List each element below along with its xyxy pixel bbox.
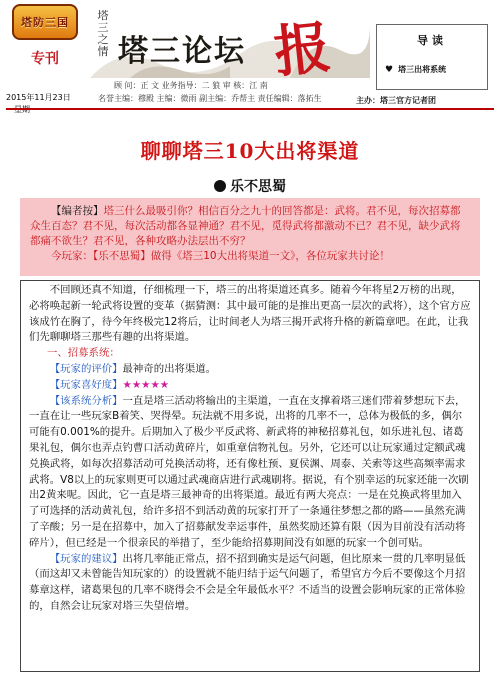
section-heading-recruit: 一、招募系统： bbox=[47, 347, 120, 360]
newspaper-title: 塔三论坛 bbox=[118, 34, 246, 69]
issue-weekday bbox=[14, 104, 82, 116]
editor-note-label: 【编者按】 bbox=[51, 205, 104, 217]
guide-box bbox=[376, 24, 488, 90]
player-advice bbox=[29, 552, 471, 615]
bullet-dot-icon bbox=[214, 180, 226, 192]
left-column bbox=[6, 4, 82, 104]
system-analysis bbox=[29, 394, 471, 552]
article-title: 聊聊塔三10大出将渠道 bbox=[140, 139, 360, 163]
star-rating-icon: ★★★★★ bbox=[122, 378, 170, 391]
special-edition-label: 专刊 bbox=[31, 51, 59, 67]
editor-note-line2: 今玩家：【乐不思蜀】做得《塔三10大出将渠道一文》，各位玩家共讨论！ bbox=[51, 250, 390, 262]
preference-label: 【玩家喜好度】 bbox=[49, 378, 123, 391]
header-divider bbox=[6, 108, 494, 110]
issue-date: 2015年11月23日 bbox=[6, 93, 71, 102]
advice-text: 出将几率能正常点，招不招到确实是运气问题，但比原来一贯的几率明显低（而这却又未曾能告知玩家的）的设置就不能归结于运气问题了，希望官方今后不要像这个月招募章这样，诸葛果包的几率不晓得会不会是全年最低水平？不适当的设置会影响玩家的正常体验的，自然会让玩家对塔三失望倍增。 bbox=[29, 552, 466, 612]
editor-note bbox=[20, 198, 480, 276]
author-name: 乐不思蜀 bbox=[230, 179, 286, 195]
player-preference bbox=[29, 378, 471, 394]
guide-title: 导读 bbox=[417, 34, 447, 47]
player-evaluation bbox=[29, 362, 471, 378]
host-line: 主办：塔三官方记者团 bbox=[356, 96, 436, 105]
evaluation-text: 最神奇的出将渠道。 bbox=[122, 362, 217, 375]
staff-line-1: 顾 问：正 文 业务指导：二 狼 审 核：江 南 bbox=[114, 81, 268, 90]
advice-label: 【玩家的建议】 bbox=[49, 552, 123, 565]
heart-icon: ♥ bbox=[385, 64, 394, 75]
analysis-text: 一直是塔三活动将输出的主渠道，一直在支撑着塔三迷们带着梦想玩下去，一直在让一些玩家B着笑、哭得晕。玩法就不用多说，出将的几率不一，总体为极低的多，偶尔可能有0.001%的提升。后期加入了极少平反武将、新武将的神秘招募礼包，如乐进礼包、诸葛果礼包，偶尔也弄点钓曹口活动黄碎片，如重章信物礼包。另外，它还可以让玩家通过定额武魂兑换武将，如每次招募活动可兑换活动将，还有像杜预、夏侯渊、周泰、关索等这些高频率需求武将。V8以上的玩家则更可以通过武魂商店进行武魂刷将。据说，有个别幸运的玩家还能一次刷出2黄来呢。因此，它一直是塔三最神奇的出将渠道。最近有两大亮点：一是在兑换武将里加入了可选择的活动黄礼包，给许多招不到活动黄的玩家打开了一条通往梦想之都的路——虽然充满了辛酸；另一是在招募中，加入了招募献发幸运事件，虽然奖励还算有限（因为目前没有活动将碎片），但已经是一个很亲民的举措了，至少能给招募期间没有如愿的玩家一个创可贴。 bbox=[29, 394, 469, 549]
article-author bbox=[0, 176, 500, 196]
guide-item-label: 塔三出将系统 bbox=[398, 65, 447, 74]
evaluation-label: 【玩家的评价】 bbox=[49, 362, 123, 375]
analysis-label: 【该系统分析】 bbox=[49, 394, 123, 407]
editor-note-body: 塔三什么最吸引你？相信百分之九十的回答都是：武将。君不见，每次招募都众生百态？君不见，每次活动都各显神通？君不见，觅得武将都激动不已？君不见，缺少武将都痛不欲生？君不见，各种攻略办法层出不穷？ bbox=[30, 205, 461, 247]
intro-paragraph: 不回顾还真不知道，仔细梳理一下，塔三的出将渠道还真多。随着今年将星2万榜的出现，必将唤起新一轮武将设置的变革（据猜测：其中最可能的是推出更高一层次的武将），这个官方应该成竹在胸了，待今年终极完12将后，让时间老人为塔三揭开武将升格的新篇章吧。在此，让我们先聊聊塔三那些有趣的出将渠道。 bbox=[29, 284, 471, 344]
newspaper-title-bao: 报 bbox=[271, 14, 334, 86]
calligraphy-small: 塔三之情 bbox=[97, 9, 109, 58]
editor-note-text bbox=[30, 204, 470, 249]
game-logo: 塔防三国 bbox=[12, 4, 78, 40]
staff-line-2: 名誉主编：穆殿 主编：微雨 副主编：乔帮主 责任编辑：落拓生 bbox=[98, 94, 322, 103]
guide-item[interactable] bbox=[385, 64, 487, 75]
article-body bbox=[20, 280, 480, 672]
